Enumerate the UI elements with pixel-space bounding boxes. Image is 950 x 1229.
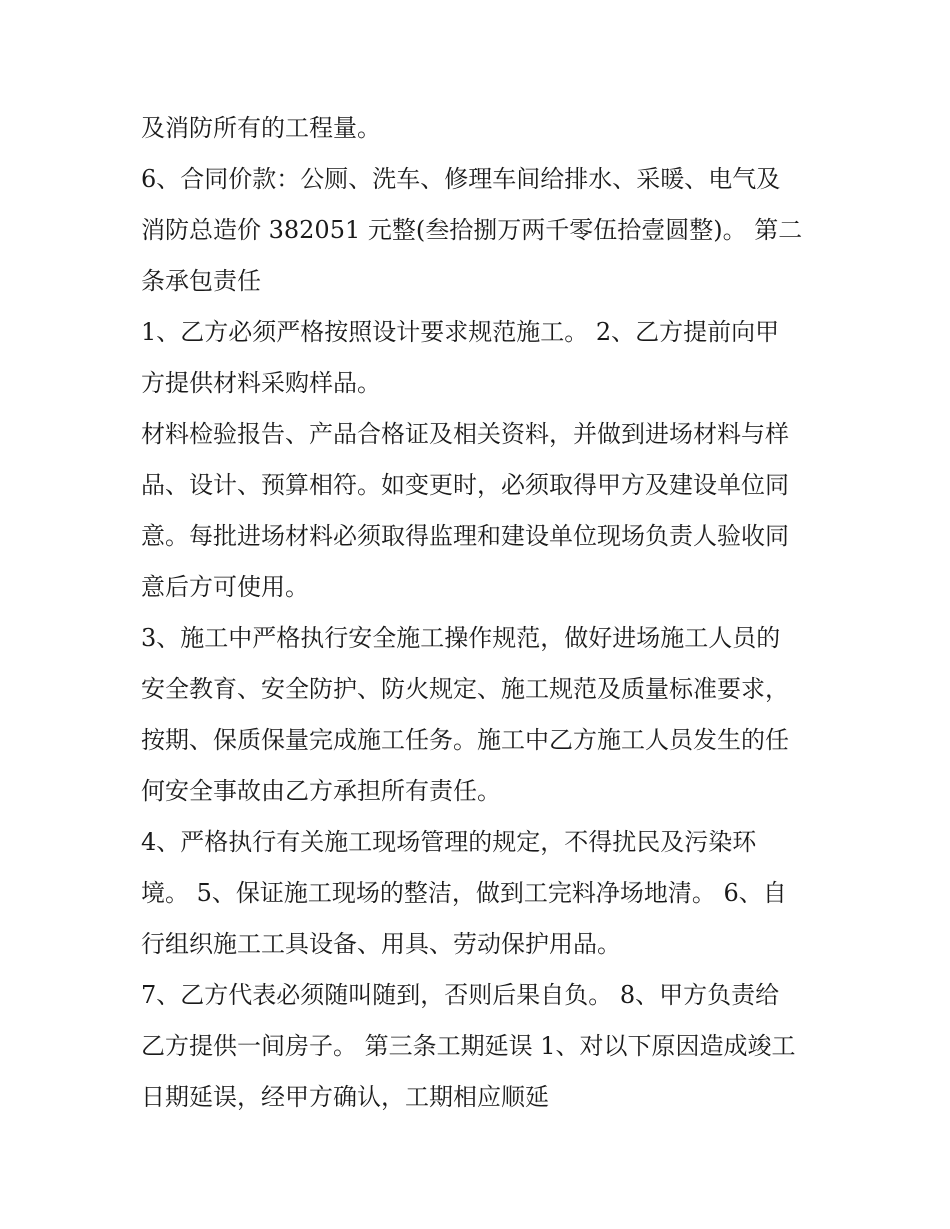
text-line: 境。 5、保证施工现场的整洁，做到工完料净场地清。 6、自 bbox=[141, 879, 787, 907]
text-line: 行组织施工工具设备、用具、劳动保护用品。 bbox=[141, 930, 621, 958]
text-line: 7、乙方代表必须随叫随到，否则后果自负。 8、甲方负责给 bbox=[141, 981, 780, 1009]
text-line: 及消防所有的工程量。 bbox=[141, 114, 381, 142]
text-line: 按期、保质保量完成施工任务。施工中乙方施工人员发生的任 bbox=[141, 726, 789, 754]
text-line: 4、严格执行有关施工现场管理的规定，不得扰民及污染环 bbox=[141, 828, 757, 856]
text-line: 日期延误，经甲方确认，工期相应顺延 bbox=[141, 1083, 549, 1111]
text-line: 3、施工中严格执行安全施工操作规范，做好进场施工人员的 bbox=[141, 624, 781, 652]
text-line: 消防总造价 382051 元整(叁拾捌万两千零伍拾壹圆整)。 第二 bbox=[141, 216, 803, 244]
text-line: 品、设计、预算相符。如变更时，必须取得甲方及建设单位同 bbox=[141, 471, 789, 499]
text-line: 6、合同价款：公厕、洗车、修理车间给排水、采暖、电气及 bbox=[141, 165, 781, 193]
text-line: 安全教育、安全防护、防火规定、施工规范及质量标准要求， bbox=[141, 675, 789, 703]
text-line: 乙方提供一间房子。 第三条工期延误 1、对以下原因造成竣工 bbox=[141, 1032, 796, 1060]
text-line: 1、乙方必须严格按照设计要求规范施工。 2、乙方提前向甲 bbox=[141, 318, 780, 346]
document-body bbox=[141, 103, 821, 1123]
text-line: 何安全事故由乙方承担所有责任。 bbox=[141, 777, 501, 805]
text-line: 方提供材料采购样品。 bbox=[141, 369, 381, 397]
text-line: 条承包责任 bbox=[141, 267, 261, 295]
text-line: 意。每批进场材料必须取得监理和建设单位现场负责人验收同 bbox=[141, 522, 789, 550]
text-line: 材料检验报告、产品合格证及相关资料，并做到进场材料与样 bbox=[141, 420, 789, 448]
text-line: 意后方可使用。 bbox=[141, 573, 309, 601]
